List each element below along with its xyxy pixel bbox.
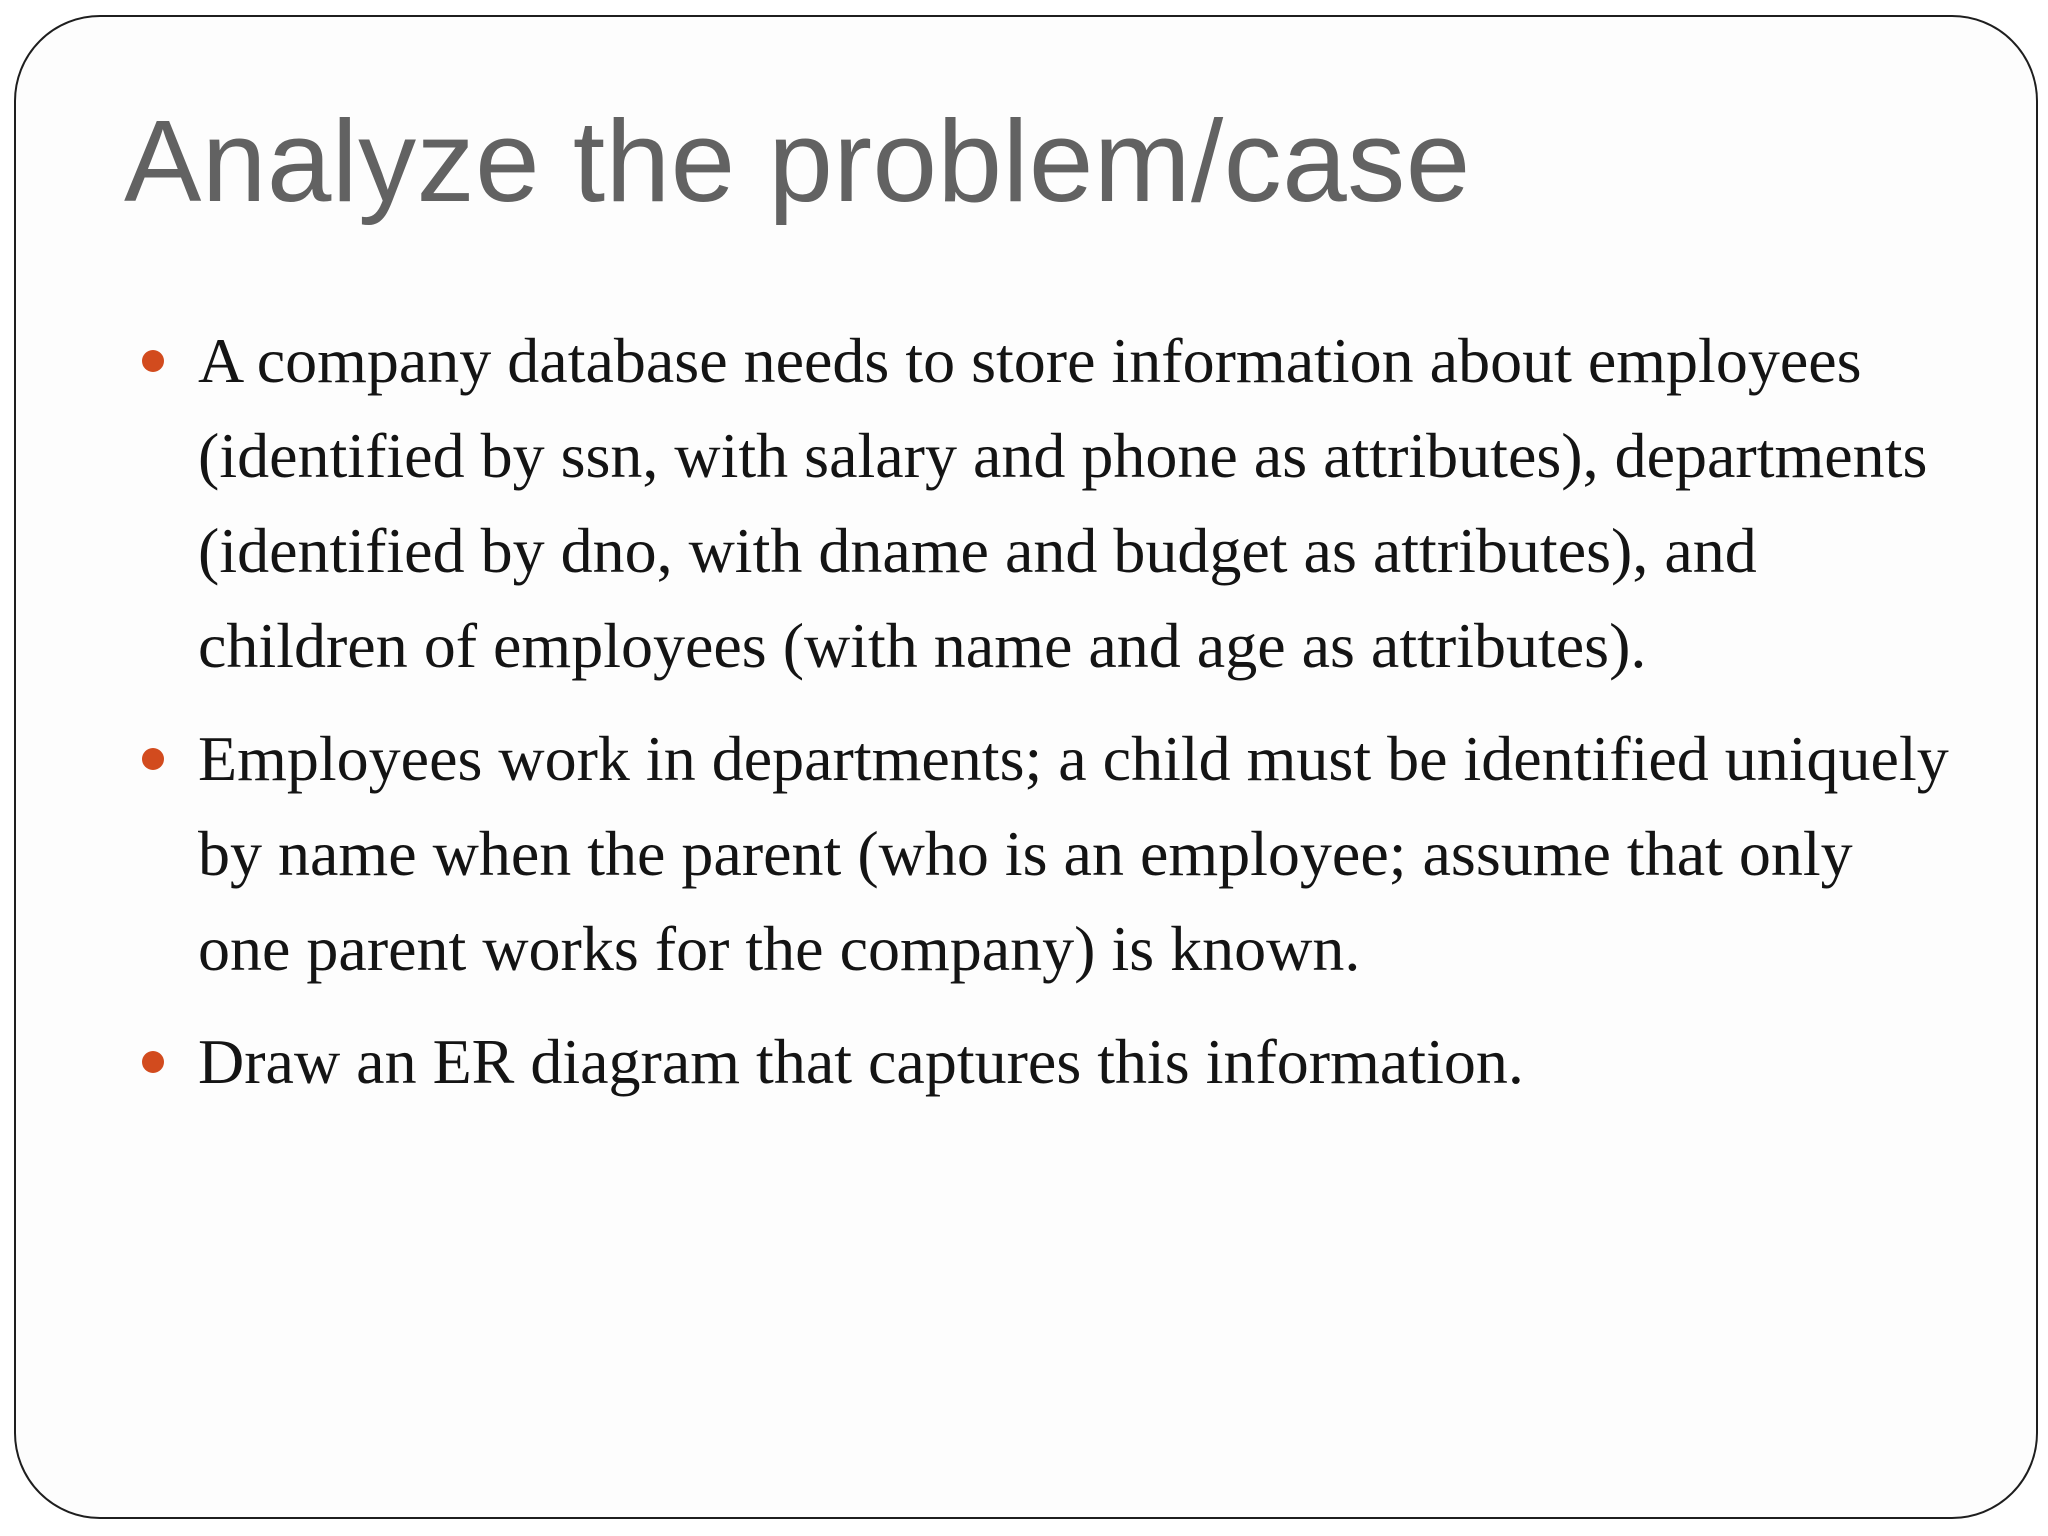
- bullet-item-3: [126, 1014, 1956, 1109]
- bullet-list: [126, 313, 1956, 1109]
- bullet-item-1: [126, 313, 1956, 693]
- bullet-text: Draw an ER diagram that captures this information.: [198, 1026, 1524, 1097]
- slide-title: Analyze the problem/case: [124, 96, 1471, 226]
- bullet-dot-icon: [142, 1051, 164, 1073]
- bullet-dot-icon: [142, 350, 164, 372]
- bullet-item-2: [126, 711, 1956, 996]
- bullet-text: A company database needs to store information about employees (identified by ssn, with salary and phone as attributes), departments (identified by dno, with dname and budget as attributes), and children of employees (with name and age as attributes).: [198, 325, 1928, 681]
- bullet-dot-icon: [142, 748, 164, 770]
- slide: [14, 15, 2038, 1519]
- bullet-text: Employees work in departments; a child must be identified uniquely by name when the parent (who is an employee; assume that only one parent works for the company) is known.: [198, 723, 1949, 984]
